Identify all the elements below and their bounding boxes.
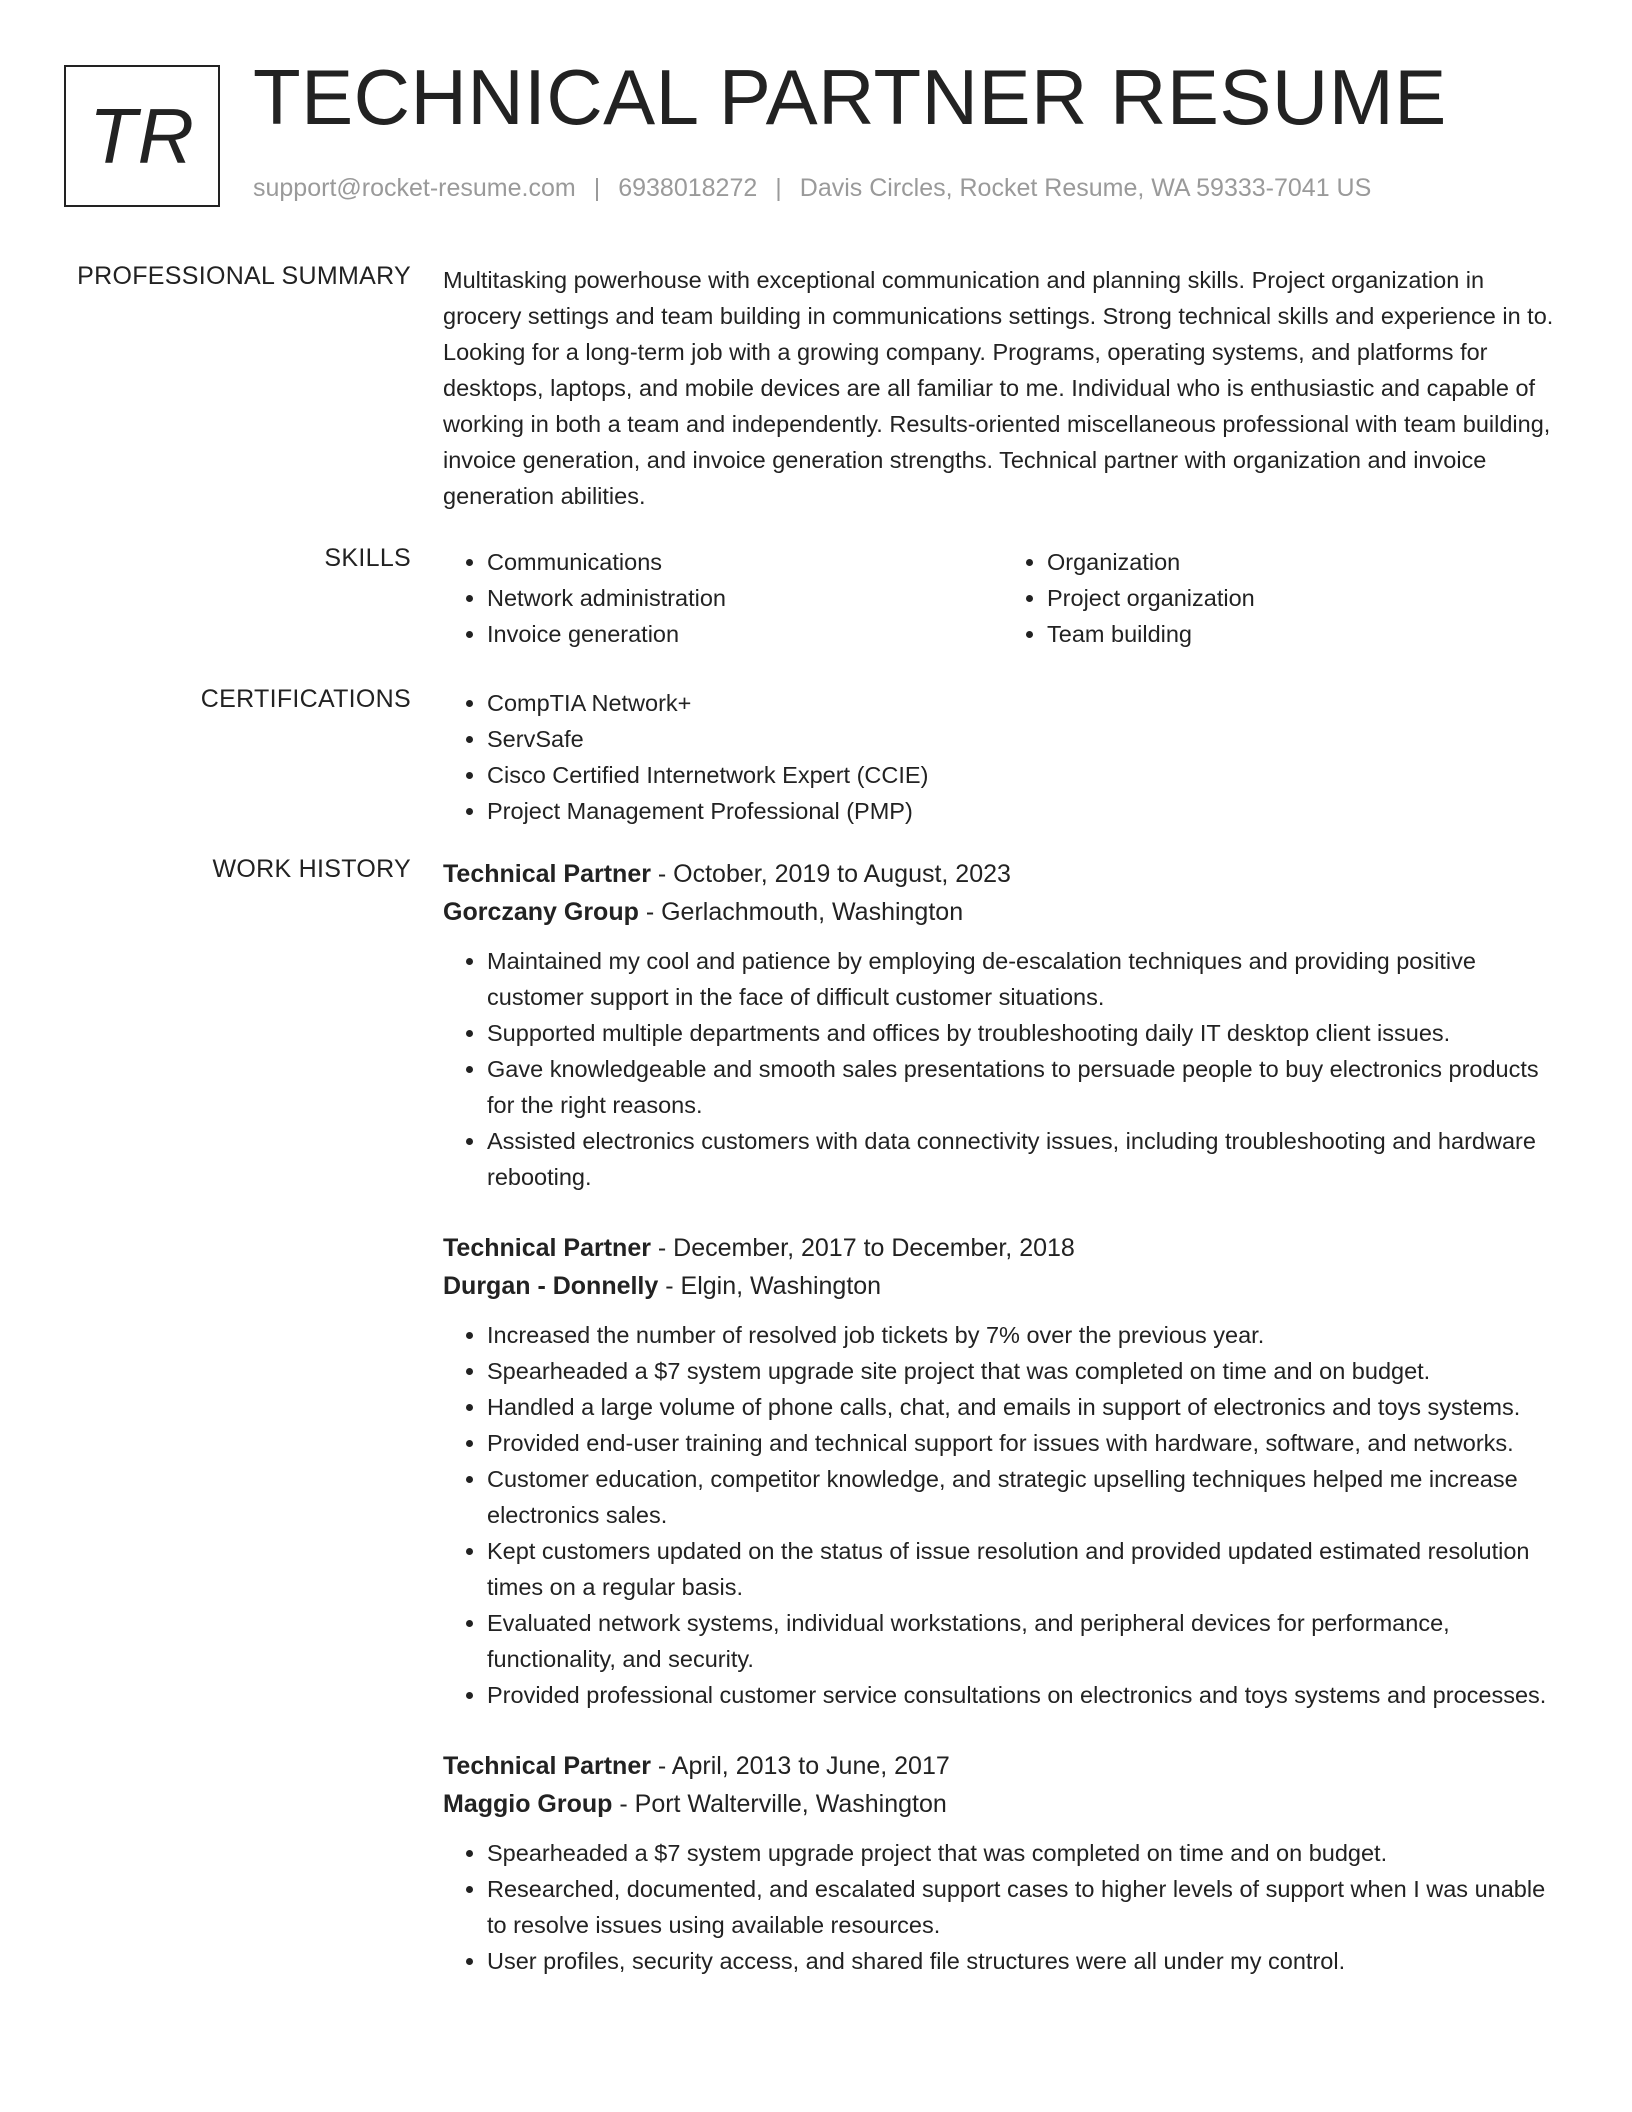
skills-column-1 — [443, 544, 1003, 652]
skills-heading: SKILLS — [324, 544, 411, 572]
job-bullet: • Handled a large volume of phone calls, chat, and emails in support of electronics and toys systems. — [487, 1389, 1563, 1425]
skill-item: • Organization — [1047, 544, 1563, 580]
monogram-badge — [64, 65, 220, 207]
certification-item: • Cisco Certified Internetwork Expert (CCIE) — [487, 757, 1563, 793]
skill-item: • Team building — [1047, 616, 1563, 652]
skill-item: • Network administration — [487, 580, 1003, 616]
work-history-heading: WORK HISTORY — [212, 855, 411, 883]
job-bullet: • Evaluated network systems, individual workstations, and peripheral devices for performance, functionality, and security. — [487, 1605, 1563, 1677]
job-title-line — [443, 855, 1563, 893]
job-company: Durgan - Donnelly — [443, 1272, 659, 1300]
job-entry — [443, 1747, 1563, 1979]
job-company: Maggio Group — [443, 1790, 613, 1818]
certification-item: • ServSafe — [487, 721, 1563, 757]
job-bullet: • Spearheaded a $7 system upgrade project that was completed on time and on budget. — [487, 1835, 1563, 1871]
job-title: Technical Partner — [443, 860, 651, 888]
job-company-line — [443, 1267, 1563, 1305]
contact-phone: 6938018272 — [618, 174, 758, 202]
job-location: - Gerlachmouth, Washington — [638, 898, 964, 926]
job-bullet: • Spearheaded a $7 system upgrade site project that was completed on time and on budget. — [487, 1353, 1563, 1389]
job-dates: - October, 2019 to August, 2023 — [650, 860, 1011, 888]
summary-text: Multitasking powerhouse with exceptional communication and planning skills. Project organization in grocery settings and team building in communications settings. Strong technical skills and experience in to. Looking for a long-term job with a growing company. Programs, operating systems, and platforms for desktops, laptops, and mobile devices are all familiar to me. Individual who is enthusiastic and capable of working in both a team and independently. Results-oriented miscellaneous professional with team building, invoice generation, and invoice generation strengths. Technical partner with organization and invoice generation abilities. — [443, 267, 1554, 509]
job-company-line — [443, 893, 1563, 931]
job-title-line — [443, 1747, 1563, 1785]
job-company: Gorczany Group — [443, 898, 639, 926]
job-bullet: • Supported multiple departments and offices by troubleshooting daily IT desktop client issues. — [487, 1015, 1563, 1051]
skill-item: • Project organization — [1047, 580, 1563, 616]
job-dates: - April, 2013 to June, 2017 — [650, 1752, 950, 1780]
contact-separator: | — [593, 174, 601, 202]
job-company-line — [443, 1785, 1563, 1823]
job-bullet: • Increased the number of resolved job tickets by 7% over the previous year. — [487, 1317, 1563, 1353]
skills-grid — [443, 544, 1563, 652]
job-bullet: • Maintained my cool and patience by employing de-escalation techniques and providing positive customer support in the face of difficult customer situations. — [487, 943, 1563, 1015]
job-bullet: • User profiles, security access, and shared file structures were all under my control. — [487, 1943, 1563, 1979]
job-bullet: • Assisted electronics customers with data connectivity issues, including troubleshooting and hardware rebooting. — [487, 1123, 1563, 1195]
job-bullet: • Customer education, competitor knowledge, and strategic upselling techniques helped me increase electronics sales. — [487, 1461, 1563, 1533]
contact-line — [253, 174, 1371, 203]
job-dates: - December, 2017 to December, 2018 — [650, 1234, 1075, 1262]
job-bullet: • Researched, documented, and escalated support cases to higher levels of support when I was unable to resolve issues using available resources. — [487, 1871, 1563, 1943]
job-entry — [443, 855, 1563, 1195]
skill-item: • Communications — [487, 544, 1003, 580]
contact-email: support@rocket-resume.com — [253, 174, 576, 202]
summary-heading: PROFESSIONAL SUMMARY — [77, 262, 411, 290]
job-bullet: • Provided end-user training and technical support for issues with hardware, software, and networks. — [487, 1425, 1563, 1461]
skills-column-2 — [1003, 544, 1563, 652]
job-bullets — [443, 943, 1563, 1195]
job-bullet: • Kept customers updated on the status of issue resolution and provided updated estimated resolution times on a regular basis. — [487, 1533, 1563, 1605]
job-location: - Elgin, Washington — [658, 1272, 882, 1300]
certification-item: • Project Management Professional (PMP) — [487, 793, 1563, 829]
certifications-heading: CERTIFICATIONS — [200, 685, 411, 713]
contact-address: Davis Circles, Rocket Resume, WA 59333-7041 US — [799, 174, 1372, 202]
job-location: - Port Walterville, Washington — [612, 1790, 947, 1818]
skill-item: • Invoice generation — [487, 616, 1003, 652]
monogram-initials: TR — [89, 91, 195, 180]
job-bullet: • Provided professional customer service consultations on electronics and toys systems and processes. — [487, 1677, 1563, 1713]
job-entry — [443, 1229, 1563, 1713]
certifications-list — [443, 685, 1563, 829]
job-title: Technical Partner — [443, 1234, 651, 1262]
job-title: Technical Partner — [443, 1752, 651, 1780]
resume-title: TECHNICAL PARTNER RESUME — [253, 53, 1447, 141]
job-title-line — [443, 1229, 1563, 1267]
job-bullet: • Gave knowledgeable and smooth sales presentations to persuade people to buy electronics products for the right reasons. — [487, 1051, 1563, 1123]
job-bullets — [443, 1317, 1563, 1713]
certification-item: • CompTIA Network+ — [487, 685, 1563, 721]
contact-separator: | — [775, 174, 782, 202]
job-bullets — [443, 1835, 1563, 1979]
